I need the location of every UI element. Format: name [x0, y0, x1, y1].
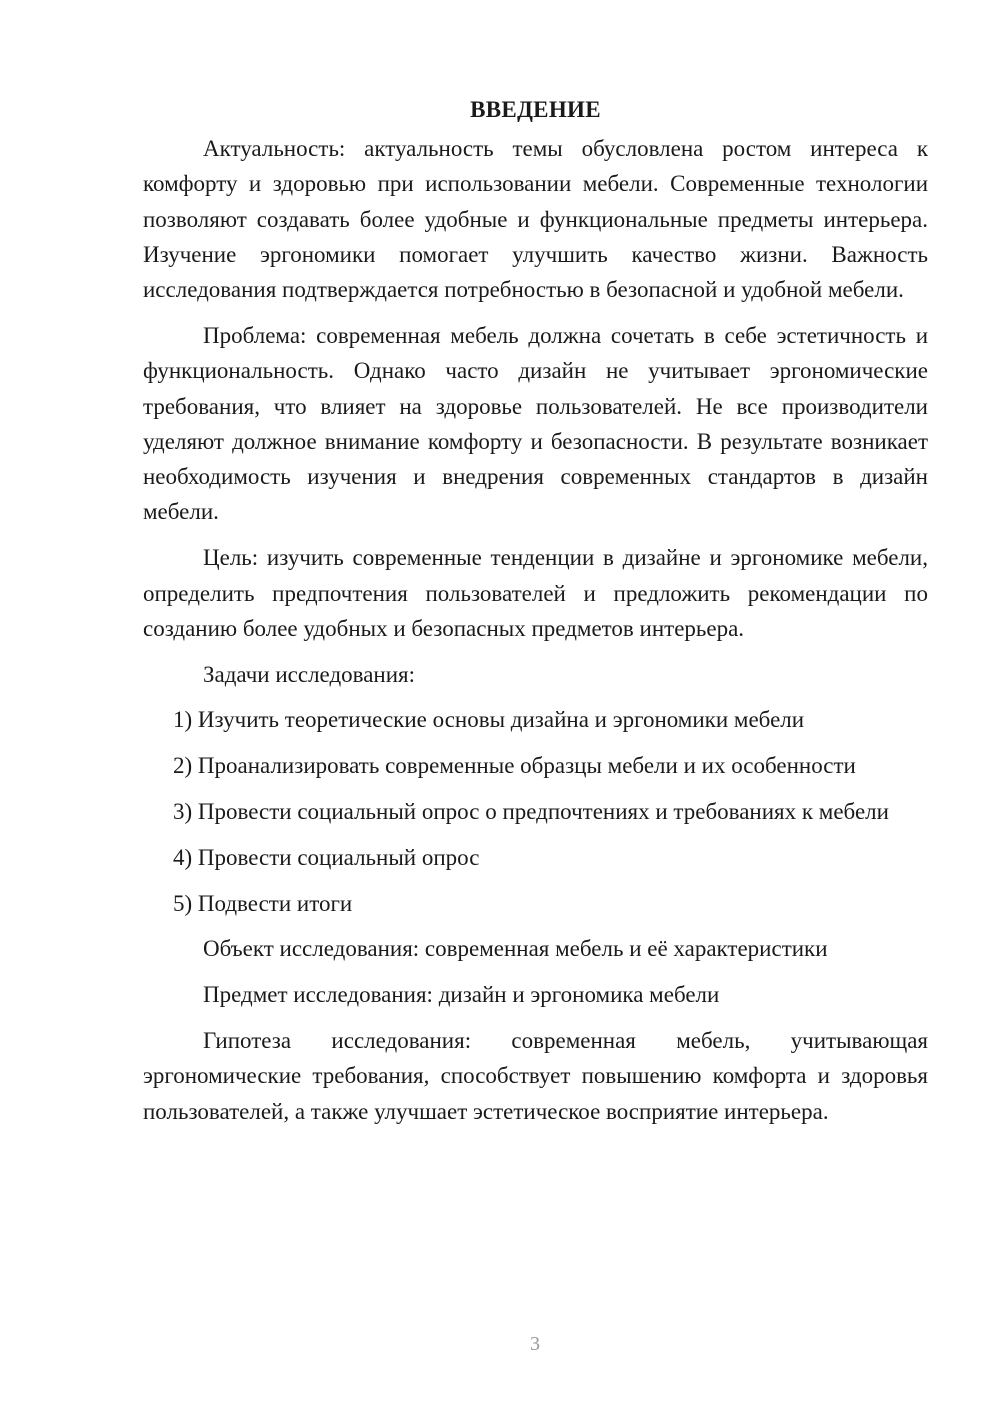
page-title: ВВЕДЕНИЕ	[470, 97, 601, 122]
task-item-2: 2) Проанализировать современные образцы мебели и их особенности	[173, 753, 856, 779]
task-item-3: 3) Провести социальный опрос о предпочтениях и требованиях к мебели	[173, 799, 889, 825]
page-number: 3	[530, 1333, 540, 1355]
task-item-1: 1) Изучить теоретические основы дизайна и эргономики мебели	[173, 707, 805, 733]
task-item-4: 4) Провести социальный опрос	[173, 844, 480, 870]
paragraph-hypothesis: Гипотеза исследования: современная мебель, учитывающая эргономические требования, способствует повышению комфорта и здоровья пользователей, а также улучшает эстетическое восприятие интерьера.	[143, 1028, 928, 1124]
tasks-intro: Задачи исследования:	[203, 661, 416, 687]
paragraph-problem: Проблема: современная мебель должна сочетать в себе эстетичность и функциональность. Однако часто дизайн не учитывает эргономические требования, что влияет на здоровье пользователей. Не все производители уделяют должное внимание комфорту и безопасности. В результате возникает необходимость изучения и внедрения современных стандартов в дизайн мебели.	[143, 322, 928, 525]
paragraph-object: Объект исследования: современная мебель и её характеристики	[203, 936, 828, 962]
paragraph-relevance: Актуальность: актуальность темы обусловлена ростом интереса к комфорту и здоровью при использовании мебели. Современные технологии позволяют создавать более удобные и функциональные предметы интерьера. Изучение эргономики помогает улучшить качество жизни. Важность исследования подтверждается потребностью в безопасной и удобной мебели.	[143, 136, 928, 303]
page-content	[143, 92, 928, 1139]
task-item-5: 5) Подвести итоги	[173, 890, 353, 916]
paragraph-subject: Предмет исследования: дизайн и эргономика мебели	[203, 982, 720, 1008]
paragraph-goal: Цель: изучить современные тенденции в дизайне и эргономике мебели, определить предпочтения пользователей и предложить рекомендации по созданию более удобных и безопасных предметов интерьера.	[143, 545, 928, 641]
